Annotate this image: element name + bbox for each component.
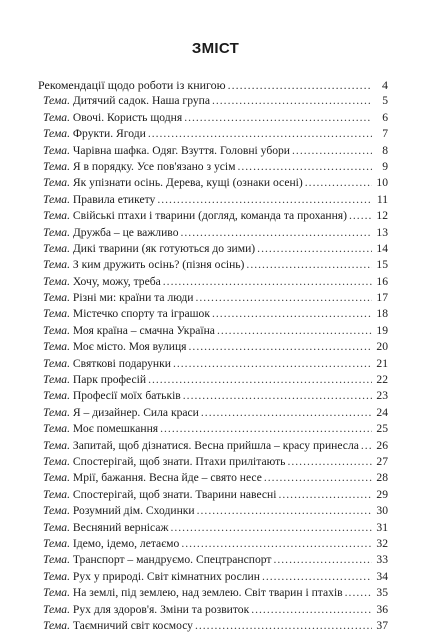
dot-leader [349,208,372,224]
dot-leader [184,110,372,126]
topic-title: Фрукти. Ягоди [72,127,146,141]
toc-entry [38,618,388,634]
topic-title: Дитячий садок. Наша група [72,94,210,108]
topic-title: Містечко спорту та іграшок [72,307,210,321]
dot-leader [292,143,372,159]
toc-entry-text [43,274,161,290]
toc-page-number: 16 [376,274,388,288]
toc-entry-text: Рекомендації щодо роботи із книгою [38,78,226,92]
toc-entry-text [43,438,359,454]
toc-entry-text [43,208,347,224]
toc-entry [38,569,388,585]
topic-prefix: Тема. [43,569,70,583]
toc-entry-text [43,503,195,519]
topic-title: Рух у природі. Світ кімнатних рослин [72,569,260,583]
toc-page-number: 36 [376,602,388,616]
topic-prefix: Тема. [43,258,70,272]
topic-title: Я – дизайнер. Сила краси [72,405,199,419]
toc-page-number: 29 [376,487,388,501]
toc-page-number: 35 [376,586,388,600]
toc-entry-text [43,552,271,568]
toc-entry [38,602,388,618]
toc-entry [38,339,388,355]
topic-prefix: Тема. [43,389,70,403]
toc-page-number: 9 [382,159,388,173]
toc-page-number: 19 [376,323,388,337]
dot-leader [195,618,372,634]
toc-entry-text [43,585,343,601]
topic-title: Парк професій [72,373,147,387]
dot-leader [160,421,372,437]
toc-page-number: 7 [382,127,388,141]
toc-entry [38,536,388,552]
toc-entry [38,438,388,454]
toc-entry [38,503,388,519]
topic-title: Спостерігай, щоб знати. Тварини навесні [72,487,277,501]
toc-entry-text [43,520,168,536]
toc-page-number: 22 [376,373,388,387]
toc-page-number: 30 [376,504,388,518]
toc-entry-text [43,241,255,257]
dot-leader [345,585,372,601]
dot-leader [278,487,372,503]
dot-leader [361,438,372,454]
dot-leader [197,503,372,519]
toc-entry-text [43,323,215,339]
topic-title: Моє місто. Моя вулиця [72,340,187,354]
topic-title: Чарівна шафка. Одяг. Взуття. Головні убори [72,143,291,157]
topic-prefix: Тема. [43,405,70,419]
toc-entry [38,208,388,224]
toc-page-number: 10 [376,176,388,190]
topic-title: Різні ми: країни та люди [72,291,194,305]
dot-leader [183,388,372,404]
toc-page-number: 14 [376,241,388,255]
toc-entry [38,306,388,322]
toc-entry [38,290,388,306]
toc-entry [38,552,388,568]
topic-prefix: Тема. [43,520,70,534]
topic-title: Як упізнати осінь. Дерева, кущі (ознаки осені) [72,176,303,190]
toc-page-number: 17 [376,291,388,305]
toc-page-number: 13 [376,225,388,239]
topic-title: З ким дружить осінь? (пізня осінь) [72,258,245,272]
topic-prefix: Тема. [43,127,70,141]
toc-entry-text [43,569,260,585]
toc-entry-text [43,290,193,306]
dot-leader [228,77,372,93]
toc-entry [38,585,388,601]
dot-leader [157,192,372,208]
toc-entry [38,520,388,536]
topic-title: Мрії, бажання. Весна йде – свято несе [72,471,262,485]
topic-title: Професії моїх батьків [72,389,181,403]
toc-entry-text [43,192,155,208]
toc-page-number: 25 [376,422,388,436]
dot-leader [181,536,372,552]
toc-page-number: 12 [376,209,388,223]
toc-entry-text [43,257,244,273]
dot-leader [212,93,372,109]
toc-entry-text [43,470,262,486]
dot-leader [163,274,372,290]
topic-prefix: Тема. [43,143,70,157]
dot-leader [173,356,372,372]
toc-page-number: 6 [382,110,388,124]
topic-prefix: Тема. [43,176,70,190]
topic-prefix: Тема. [43,618,70,632]
table-of-contents [38,77,388,634]
topic-prefix: Тема. [43,438,70,452]
toc-page-number: 37 [376,618,388,632]
toc-page-number: 28 [376,471,388,485]
toc-entry-text [43,306,210,322]
dot-leader [273,552,372,568]
toc-entry [38,192,388,208]
dot-leader [201,405,372,421]
toc-entry [38,241,388,257]
toc-entry-intro [38,77,388,93]
topic-title: Свійські птахи і тварини (догляд, команда та прохання) [72,209,347,223]
topic-title: Ідемо, ідемо, летаємо [72,536,180,550]
toc-entry [38,454,388,470]
toc-entry-text [43,159,235,175]
toc-entry-text [43,421,158,437]
dot-leader [189,339,372,355]
toc-entry-text [43,536,179,552]
topic-title: Хочу, можу, треба [72,274,161,288]
toc-entry [38,470,388,486]
toc-page-number: 8 [382,143,388,157]
topic-title: Весняний вернісаж [72,520,169,534]
topic-prefix: Тема. [43,225,70,239]
topic-prefix: Тема. [43,340,70,354]
toc-entry-text [43,405,199,421]
toc-entry [38,126,388,142]
topic-title: Дружба – це важливо [72,225,179,239]
topic-prefix: Тема. [43,307,70,321]
toc-entry-text [43,93,210,109]
dot-leader [246,257,372,273]
toc-entry [38,93,388,109]
topic-prefix: Тема. [43,454,70,468]
toc-entry [38,372,388,388]
toc-page-number: 24 [376,405,388,419]
topic-title: Правила етикету [72,192,156,206]
toc-page-number: 34 [376,569,388,583]
topic-prefix: Тема. [43,602,70,616]
toc-page-number: 4 [382,78,388,92]
toc-entry-text [43,175,303,191]
topic-prefix: Тема. [43,110,70,124]
topic-prefix: Тема. [43,422,70,436]
topic-title: Запитай, щоб дізнатися. Весна прийшла – красу принесла [72,438,359,452]
dot-leader [217,323,372,339]
toc-entry-text [43,225,179,241]
topic-prefix: Тема. [43,192,70,206]
toc-entry-text [43,143,290,159]
topic-prefix: Тема. [43,209,70,223]
topic-title: Транспорт – мандруємо. Спецтранспорт [72,553,272,567]
topic-prefix: Тема. [43,241,70,255]
toc-entry [38,159,388,175]
toc-page-number: 23 [376,389,388,403]
toc-page-number: 32 [376,536,388,550]
toc-entry-text [43,618,193,634]
topic-title: Моя країна – смачна Україна [72,323,215,337]
dot-leader [237,159,372,175]
topic-prefix: Тема. [43,159,70,173]
topic-prefix: Тема. [43,373,70,387]
toc-entry [38,175,388,191]
toc-entry [38,257,388,273]
toc-entry-text [43,372,146,388]
toc-page-number: 33 [376,553,388,567]
toc-page-number: 11 [376,192,388,206]
topic-prefix: Тема. [43,553,70,567]
topic-prefix: Тема. [43,323,70,337]
topic-title: На землі, під землею, над землею. Світ тварин і птахів [72,586,343,600]
topic-prefix: Тема. [43,471,70,485]
topic-prefix: Тема. [43,291,70,305]
toc-entry-text [43,454,285,470]
topic-prefix: Тема. [43,536,70,550]
toc-page-number: 26 [376,438,388,452]
dot-leader [251,602,372,618]
dot-leader [195,290,372,306]
dot-leader [264,470,372,486]
dot-leader [257,241,372,257]
toc-page-number: 15 [376,258,388,272]
page-title: ЗМІСТ [191,40,240,57]
dot-leader [262,569,372,585]
toc-page-number: 20 [376,340,388,354]
toc-entry-text [43,388,181,404]
toc-entry [38,143,388,159]
toc-entry-text [43,356,171,372]
toc-page-number: 31 [376,520,388,534]
toc-entry-text [43,110,182,126]
topic-title: Овочі. Користь щодня [72,110,183,124]
dot-leader [212,306,372,322]
toc-page-number: 18 [376,307,388,321]
toc-entry [38,356,388,372]
dot-leader [148,126,372,142]
topic-title: Спостерігай, щоб знати. Птахи прилітають [72,454,286,468]
topic-title: Таємничий світ космосу [72,618,193,632]
toc-entry [38,110,388,126]
toc-page-number: 27 [376,454,388,468]
toc-entry-text [43,487,276,503]
topic-prefix: Тема. [43,274,70,288]
topic-title: Рух для здоров'я. Зміни та розвиток [72,602,250,616]
toc-entry [38,405,388,421]
toc-page-number: 5 [382,94,388,108]
toc-page-number: 21 [376,356,388,370]
dot-leader [170,520,372,536]
toc-entry [38,274,388,290]
topic-prefix: Тема. [43,487,70,501]
dot-leader [148,372,372,388]
toc-entry [38,487,388,503]
toc-entry-text [43,339,187,355]
toc-entry [38,225,388,241]
toc-entry [38,421,388,437]
toc-entry-text [43,602,249,618]
topic-title: Святкові подарунки [72,356,171,370]
topic-prefix: Тема. [43,94,70,108]
topic-prefix: Тема. [43,504,70,518]
dot-leader [181,225,373,241]
dot-leader [287,454,372,470]
toc-entry [38,323,388,339]
dot-leader [305,175,372,191]
toc-entry-text [43,126,146,142]
topic-title: Я в порядку. Усе пов'язано з усім [72,159,236,173]
topic-prefix: Тема. [43,356,70,370]
topic-title: Дикі тварини (як готуються до зими) [72,241,256,255]
toc-entry [38,388,388,404]
topic-prefix: Тема. [43,586,70,600]
topic-title: Розумний дім. Сходинки [72,504,195,518]
topic-title: Моє помешкання [72,422,159,436]
